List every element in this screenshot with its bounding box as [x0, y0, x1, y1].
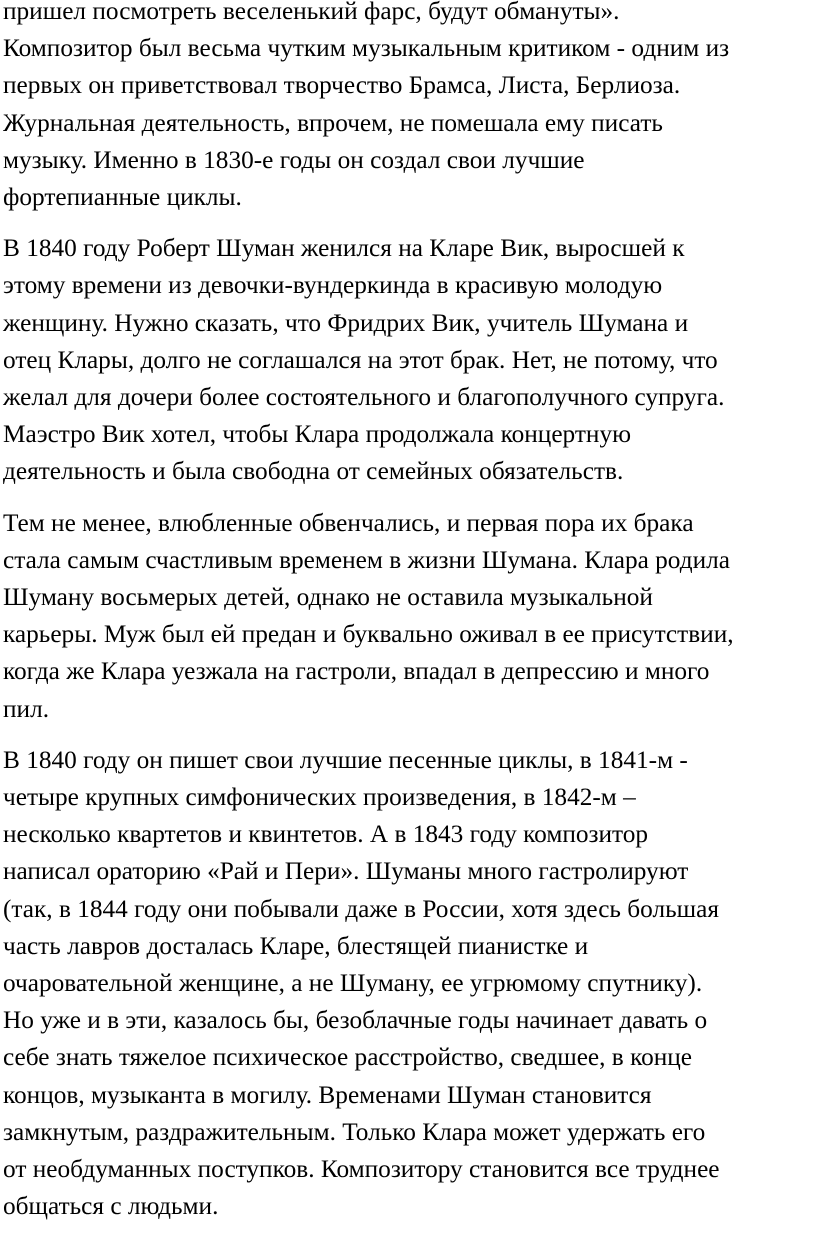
paragraph-4: В 1840 году он пишет свои лучшие песенные циклы, в 1841-м - четыре крупных симфонических произведения, в 1842-м – несколько квартетов и квинтетов. А в 1843 году композитор написал ораторию «Рай и Пери». Шуманы много гастролируют (так, в 1844 году они побывали даже в России, хотя здесь большая часть лавров досталась Кларе, блестящей пианистке и очаровательной женщине, а не Шуману, ее угрюмому спутнику). Но уже и в эти, казалось бы, безоблачные годы начинает давать о себе знать тяжелое психическое расстройство, сведшее, в конце концов, музыканта в могилу. Временами Шуман становится замкнутым, раздражительным. Только Клара может удержать его от необдуманных поступков. Композитору становится все труднее общаться с людьми. — [3, 745, 720, 1221]
paragraph-1: пришел посмотреть веселенький фарс, будут обмануты». Композитор был весьма чутким музыкальным критиком - одним из первых он приветствовал творчество Брамса, Листа, Берлиоза. Журнальная деятельность, впрочем, не помешала ему писать музыку. Именно в 1830-е годы он создал свои лучшие фортепианные циклы. — [3, 0, 730, 212]
paragraph-3: Тем не менее, влюбленные обвенчались, и первая пора их брака стала самым счастливым временем в жизни Шумана. Клара родила Шуману восьмерых детей, однако не оставила музыкальной карьеры. Муж был ей предан и буквально оживал в ее присутствии, когда же Клара уезжала на гастроли, впадал в депрессию и много пил. — [3, 508, 734, 723]
paragraph-2: В 1840 году Роберт Шуман женился на Кларе Вик, выросшей к этому времени из девочки-вундеркинда в красивую молодую женщину. Нужно сказать, что Фридрих Вик, учитель Шумана и отец Клары, долго не соглашался на этот брак. Нет, не потому, что желал для дочери более состоятельного и благополучного супруга. Маэстро Вик хотел, чтобы Клара продолжала концертную деятельность и была свободна от семейных обязательств. — [3, 234, 725, 486]
